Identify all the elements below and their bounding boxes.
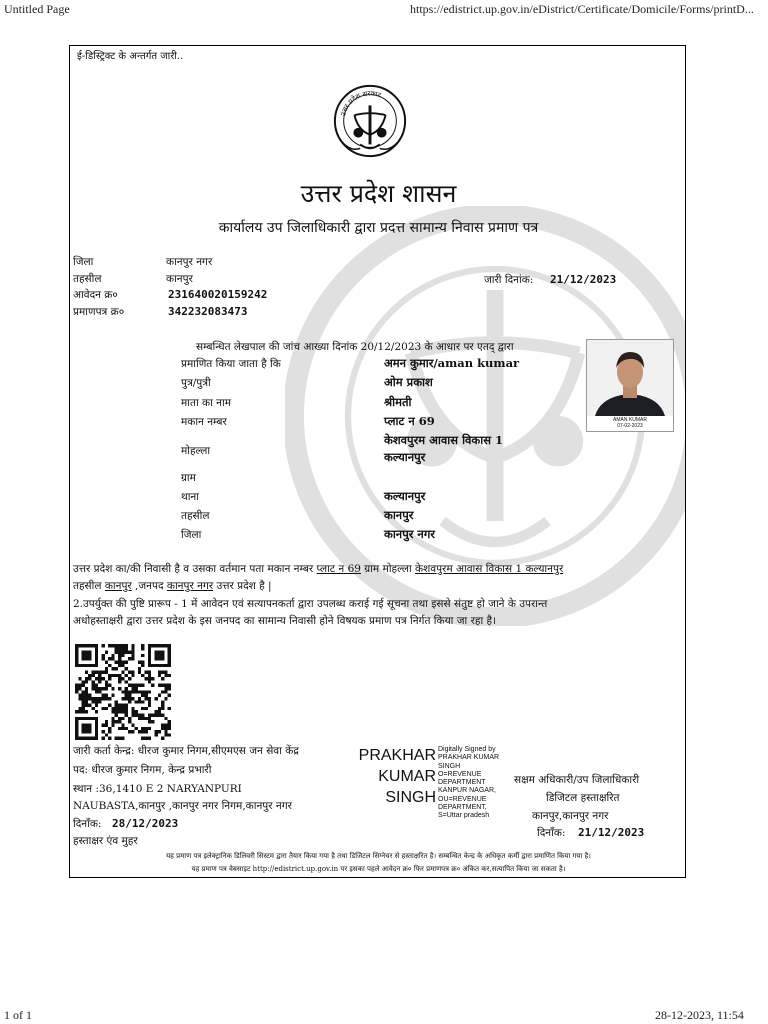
residence-paragraph: उत्तर प्रदेश का/की निवासी है व उसका वर्तमान पता मकान नम्बर प्लाट न 69 ग्राम मोहल्ला केशवपुरम आवास विकास 1 कल्यानपुर तहसील कानपुर ,जनपद कानपुर नगर उत्तर प्रदेश है | [73,563,564,592]
certificate-subtitle: कार्यालय उप जिलाधिकारी द्वारा प्रदत्त सामान्य निवास प्रमाण पत्र [218,220,539,236]
authority-date-value: 21/12/2023 [578,826,645,839]
application-no-label: आवेदन क्र० [73,289,118,301]
locality-value-2: कल्यानपुर [384,450,426,464]
parent-value: ओम प्रकाश [384,375,433,389]
qr-code-icon [75,644,171,740]
certificate-no-value: 342232083473 [168,305,248,318]
police-value: कल्यानपुर [384,489,426,503]
certificate-frame [69,45,686,878]
field-district-label: जिला [181,529,202,541]
person-photo-icon [587,340,673,416]
village-label: ग्राम [181,472,196,484]
district-label: जिला [73,256,94,268]
tehsil-label: तहसील [73,273,102,285]
issuer-center: जारी कर्ता केन्द्र: धीरज कुमार निगम,सीएमएस जन सेवा केंद्र [73,745,299,757]
issued-under-text: ई-डिस्ट्रिक्ट के अन्तर्गत जारी.. [77,51,184,62]
inquiry-text: सम्बन्धित लेखपाल की जांच आख्या दिनांक 20/12/2023 के आधार पर एतद् द्वारा [196,341,514,353]
authority-date-label: दिनाँक: [537,827,566,839]
footer-note-2: यह प्रमाण पत्र वेबसाइट http://edistrict.up.gov.in पर इसका पहले आवेदन क्र० फिर प्रमाणपत्र क्र० अंकित कर,सत्यापित किया जा सकता है। [191,865,566,873]
photo-caption-date: 07-02-2023 [617,423,643,429]
photo-caption-name: AMAN KUMAR [613,417,647,423]
house-label: मकान नम्बर [181,416,227,428]
page-title: Untitled Page [4,2,70,16]
signer-name-1: PRAKHAR [358,747,436,764]
signature-details: Digitally Signed by PRAKHAR KUMAR SINGH O=REVENUE DEPARTMENT KANPUR NAGAR, OU=REVENUE DEPARTMENT, S=Uttar pradesh [438,746,500,820]
issuer-date-value: 28/12/2023 [112,817,179,830]
locality-label: मोहल्ला [181,445,211,457]
certificate-title: उत्तर प्रदेश शासन [300,179,457,208]
signer-name-3: SINGH [385,789,436,806]
authority-title: सक्षम अधिकारी/उप जिलाधिकारी [514,774,640,786]
issue-date-value: 21/12/2023 [550,273,617,286]
applicant-photo [586,339,674,432]
authority-place: कानपुर,कानपुर नगर [532,810,609,822]
parent-label: पुत्र/पुत्री [181,377,211,389]
page-count: 1 of 1 [4,1008,32,1022]
house-value: प्लाट न 69 [384,414,435,428]
locality-value-1: केशवपुरम आवास विकास 1 [384,433,504,447]
mother-value: श्रीमती [384,395,412,409]
certified-value: अमन कुमार/aman kumar [384,356,520,370]
svg-text:उत्तर प्रदेश सरकार: उत्तर प्रदेश सरकार [339,89,382,117]
page-url: https://edistrict.up.gov.in/eDistrict/Certificate/Domicile/Forms/printD... [410,2,754,16]
footer-note-1: यह प्रमाण पत्र इलेक्ट्रानिक डिलिवरी सिस्टम द्वारा तैयार किया गया है तथा डिजिटल सिग्नेचर से हस्ताक्षरित है। सम्बन्धित केन्द्र के अधिकृत कर्मी द्वारा प्रमाणित किया गया है। [166,852,591,860]
issuer-place-1: स्थान :36,1410 E 2 NARYANPURI [73,783,242,795]
police-label: थाना [181,491,199,503]
certified-label: प्रमाणित किया जाता है कि [181,358,281,370]
issuer-place-2: NAUBASTA,कानपुर ,कानपुर नगर निगम,कानपुर नगर [73,800,292,812]
issue-date-label: जारी दिनांक: [484,274,534,286]
district-value: कानपुर नगर [166,256,213,268]
signer-name-2: KUMAR [378,768,436,785]
mother-label: माता का नाम [181,397,231,409]
confirmation-paragraph: 2.उपर्युक्त की पुष्टि प्रारूप - 1 में आवेदन एवं सत्यापनकर्ता द्वारा उपलब्ध कराई गई सूचना तथा इससे संतुष्ट हो जाने के उपरान्त अधोहस्ताक्षरी द्वारा उत्तर प्रदेश के इस जनपद का सामान्य निवासी होने विषयक प्रमाण पत्र निर्गत किया जा रहा है। [73,598,548,627]
authority-signed: डिजिटल हस्ताक्षरित [546,792,620,804]
tehsil-value: कानपुर [166,273,193,285]
field-tehsil-value: कानपुर [384,508,414,522]
print-timestamp: 28-12-2023, 11:54 [655,1008,744,1022]
up-emblem-icon [331,80,409,162]
certificate-no-label: प्रमाणपत्र क्र० [73,306,125,318]
application-no-value: 231640020159242 [168,288,268,301]
issuer-date-label: दिनाँक: [73,818,102,830]
issuer-sign-label: हस्ताक्षर एंव मुहर [73,835,138,847]
field-district-value: कानपुर नगर [384,527,435,541]
issuer-post: पद: धीरज कुमार निगम, केन्द्र प्रभारी [73,764,212,776]
field-tehsil-label: तहसील [181,510,210,522]
